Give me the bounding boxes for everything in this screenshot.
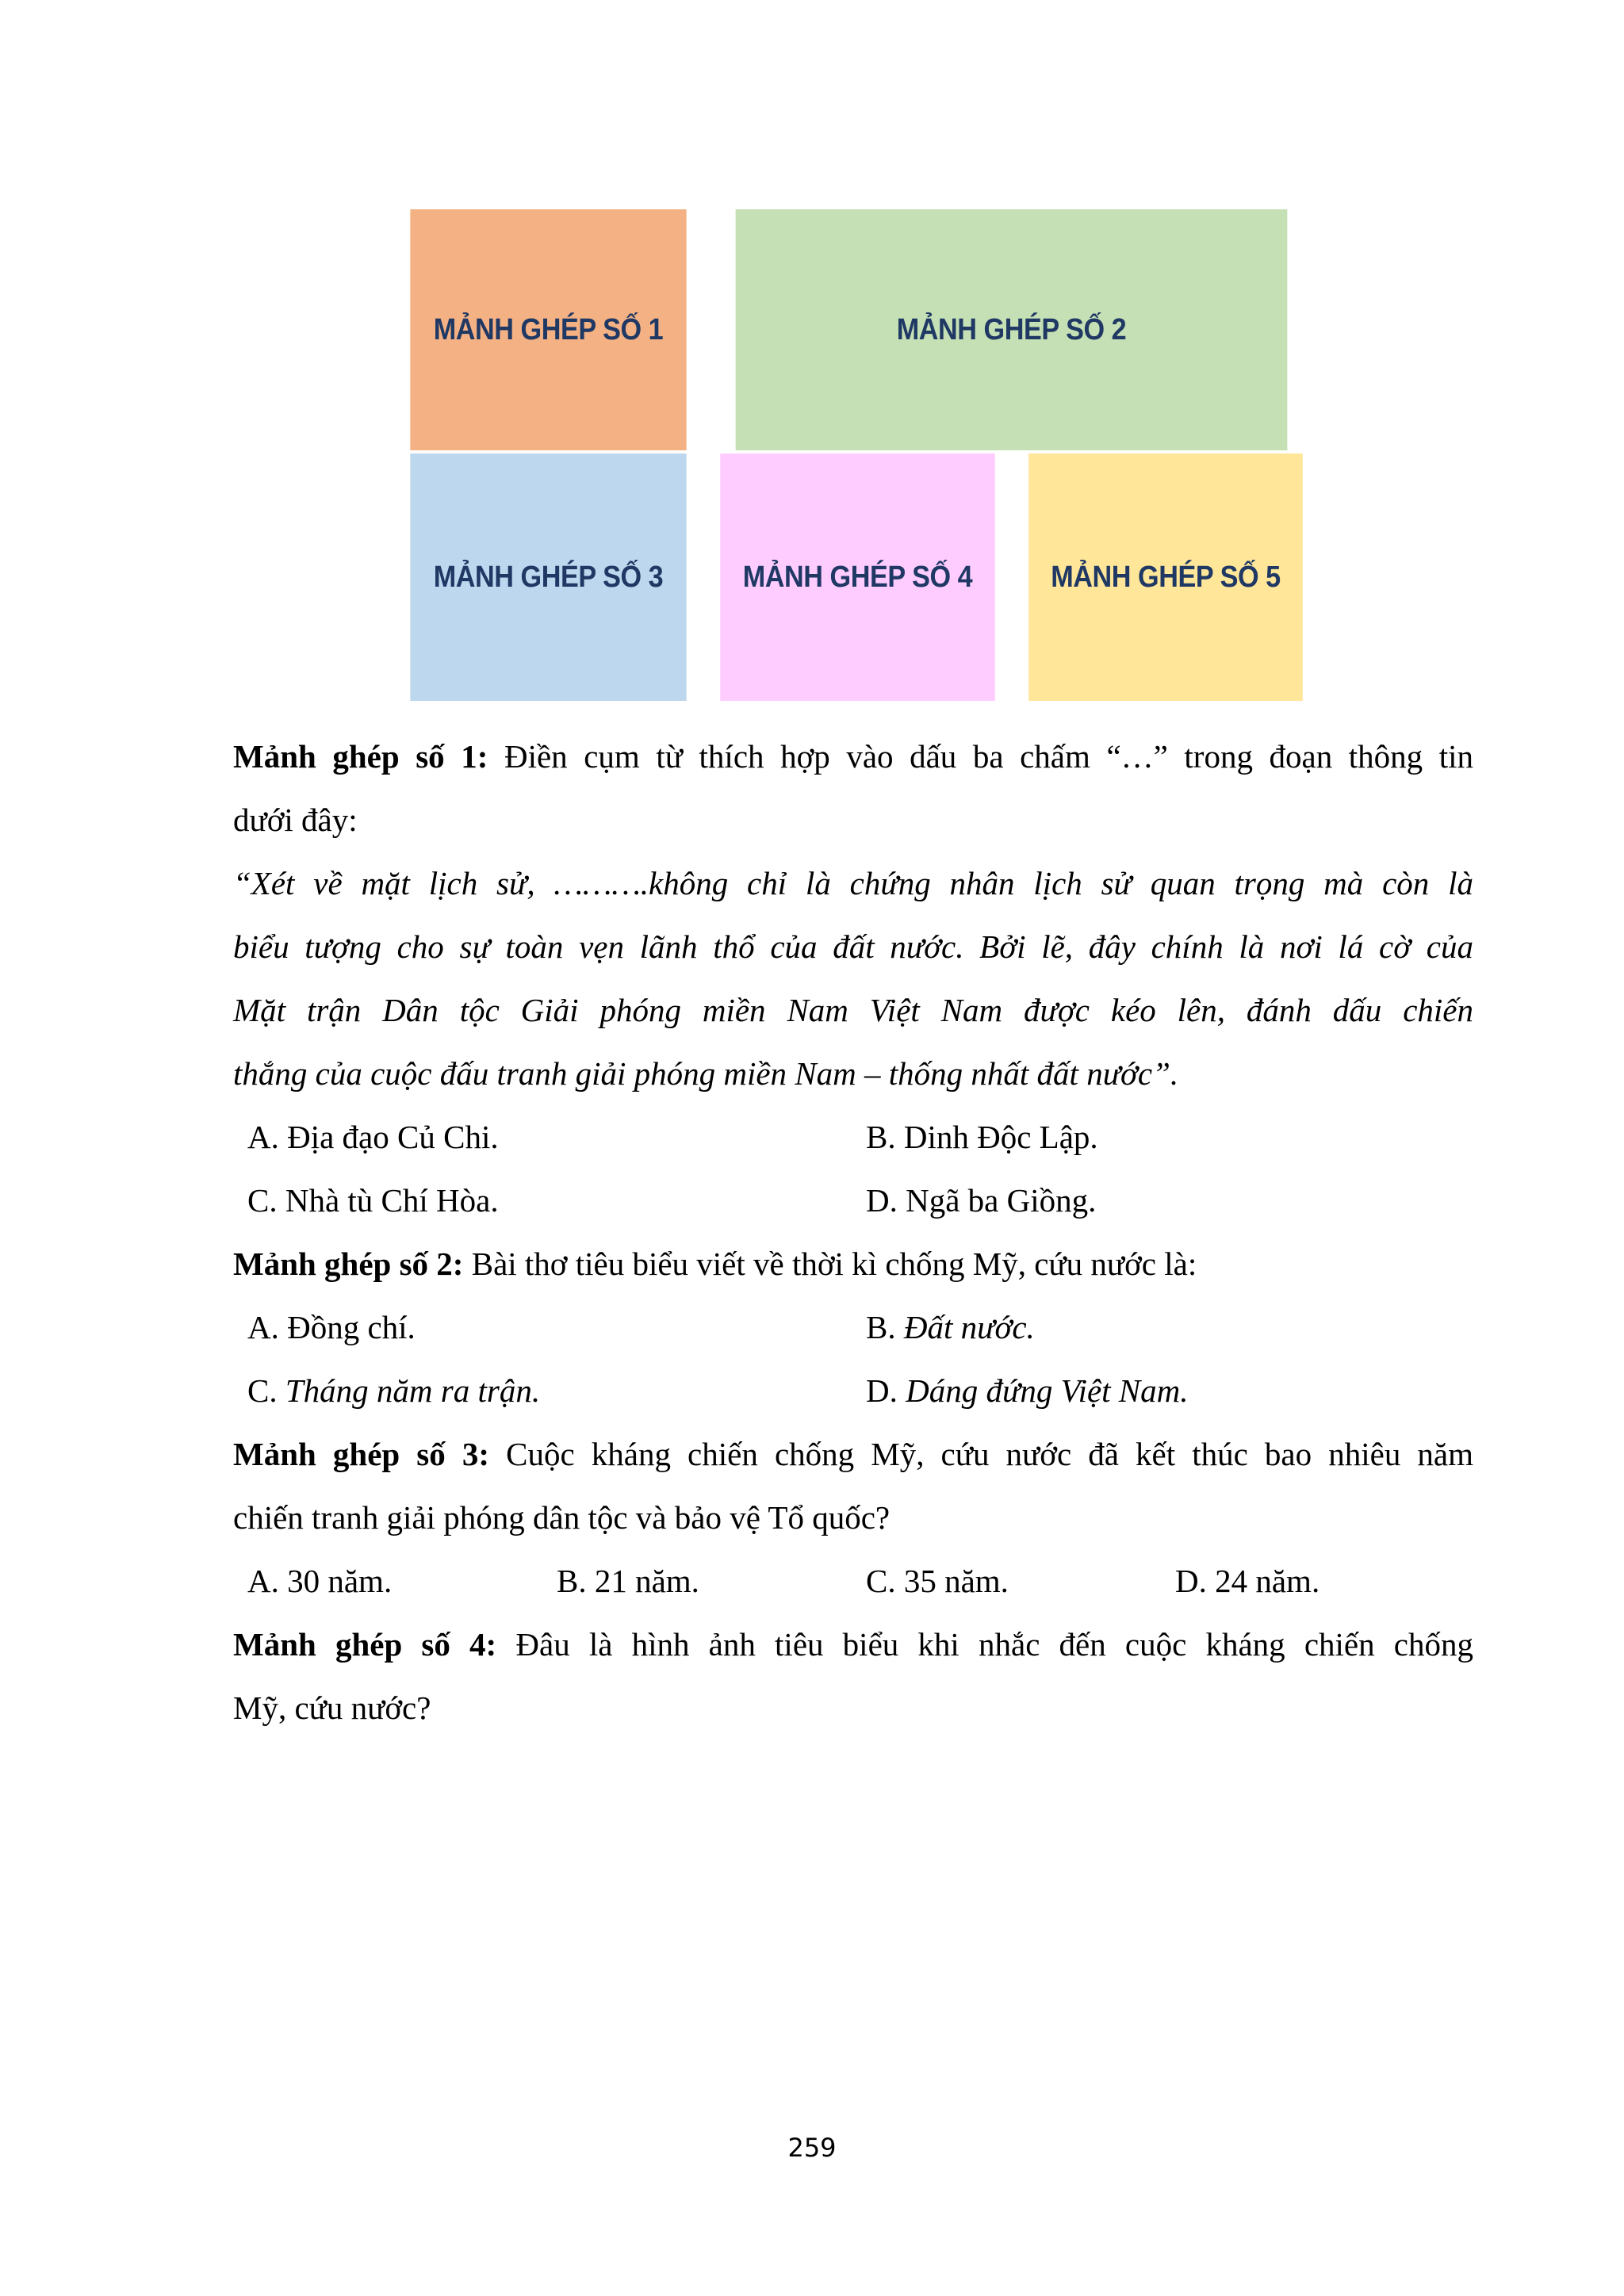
q2-option-a[interactable] [247, 1295, 416, 1359]
puzzle-tile-3-label: MẢNH GHÉP SỐ 3 [433, 560, 664, 594]
puzzle-tile-5[interactable] [1028, 453, 1303, 701]
q2-options-row-2 [233, 1359, 1473, 1422]
q1-prompt-text: Điền cụm từ thích hợp vào dấu ba chấm “…” trong đoạn thông tin [488, 738, 1473, 775]
q2-options-row-1 [233, 1295, 1473, 1359]
puzzle-tile-2-label: MẢNH GHÉP SỐ 2 [896, 312, 1127, 346]
q4-prompt-line-2: Mỹ, cứu nước? [233, 1689, 431, 1726]
q2-option-b-prefix: B. [866, 1309, 904, 1345]
q3-prompt-text: Cuộc kháng chiến chống Mỹ, cứu nước đã kết thúc bao nhiêu năm [489, 1436, 1474, 1472]
q2-option-c[interactable] [247, 1359, 540, 1422]
puzzle-tile-3[interactable] [410, 453, 686, 701]
q1-prompt-line-1 [233, 725, 1473, 788]
q1-options-row-1 [233, 1105, 1473, 1169]
q3-option-c[interactable]: C. 35 năm. [866, 1563, 1009, 1599]
q4-prompt-line-1 [233, 1613, 1473, 1676]
q4-prompt-text: Đâu là hình ảnh tiêu biểu khi nhắc đến cuộc kháng chiến chống [496, 1626, 1473, 1663]
q2-option-b[interactable] [866, 1295, 1035, 1359]
q2-prompt [233, 1232, 1473, 1295]
q2-option-b-text: Đất nước. [903, 1309, 1035, 1345]
puzzle-tile-4[interactable] [720, 453, 995, 701]
q2-option-a-text: Đồng chí. [287, 1309, 416, 1345]
page-number: 259 [787, 2133, 837, 2163]
q1-label: Mảnh ghép số 1: [233, 738, 488, 775]
q2-option-d-prefix: D. [866, 1372, 906, 1409]
question-body [233, 725, 1473, 1739]
q1-option-d[interactable]: D. Ngã ba Giồng. [866, 1182, 1097, 1219]
q1-option-a[interactable]: A. Địa đạo Củ Chi. [247, 1119, 499, 1155]
q2-label: Mảnh ghép số 2: [233, 1246, 464, 1282]
q2-prompt-text: Bài thơ tiêu biểu viết về thời kì chống Mỹ, cứu nước là: [463, 1246, 1197, 1282]
puzzle-grid [395, 209, 1318, 701]
q3-option-a[interactable]: A. 30 năm. [247, 1563, 393, 1599]
q2-option-c-prefix: C. [247, 1372, 285, 1409]
puzzle-tile-5-label: MẢNH GHÉP SỐ 5 [1051, 560, 1281, 594]
q3-options-row [233, 1549, 1473, 1613]
q1-quote-line-4: thắng của cuộc đấu tranh giải phóng miền Nam – thống nhất đất nước”. [233, 1055, 1179, 1092]
q3-prompt-line-1 [233, 1422, 1473, 1486]
q2-option-d[interactable] [866, 1359, 1189, 1422]
q2-option-d-text: Dáng đứng Việt Nam. [906, 1372, 1189, 1409]
puzzle-tile-1-label: MẢNH GHÉP SỐ 1 [433, 312, 664, 346]
q2-option-a-prefix: A. [247, 1309, 288, 1345]
q3-option-d[interactable]: D. 24 năm. [1175, 1563, 1320, 1599]
puzzle-tile-1[interactable] [410, 209, 686, 450]
q1-quote-line-2: biểu tượng cho sự toàn vẹn lãnh thổ của đất nước. Bởi lẽ, đây chính là nơi lá cờ của [233, 928, 1473, 965]
q1-quote-line-3: Mặt trận Dân tộc Giải phóng miền Nam Việt Nam được kéo lên, đánh dấu chiến [233, 992, 1473, 1028]
q1-options-row-2 [233, 1169, 1473, 1232]
q3-prompt-line-2: chiến tranh giải phóng dân tộc và bảo vệ Tổ quốc? [233, 1499, 891, 1536]
q3-label: Mảnh ghép số 3: [233, 1436, 490, 1472]
q4-label: Mảnh ghép số 4: [233, 1626, 497, 1663]
puzzle-tile-4-label: MẢNH GHÉP SỐ 4 [742, 560, 973, 594]
q1-option-c[interactable]: C. Nhà tù Chí Hòa. [247, 1182, 499, 1219]
q1-option-b[interactable]: B. Dinh Độc Lập. [866, 1119, 1098, 1155]
q3-option-b[interactable]: B. 21 năm. [557, 1563, 699, 1599]
q1-quote-line-1: “Xét về mặt lịch sử, ……….không chỉ là chứng nhân lịch sử quan trọng mà còn là [233, 865, 1473, 901]
puzzle-tile-2[interactable] [736, 209, 1288, 450]
q2-option-c-text: Tháng năm ra trận. [285, 1372, 541, 1409]
q1-prompt-line-2: dưới đây: [233, 802, 358, 838]
